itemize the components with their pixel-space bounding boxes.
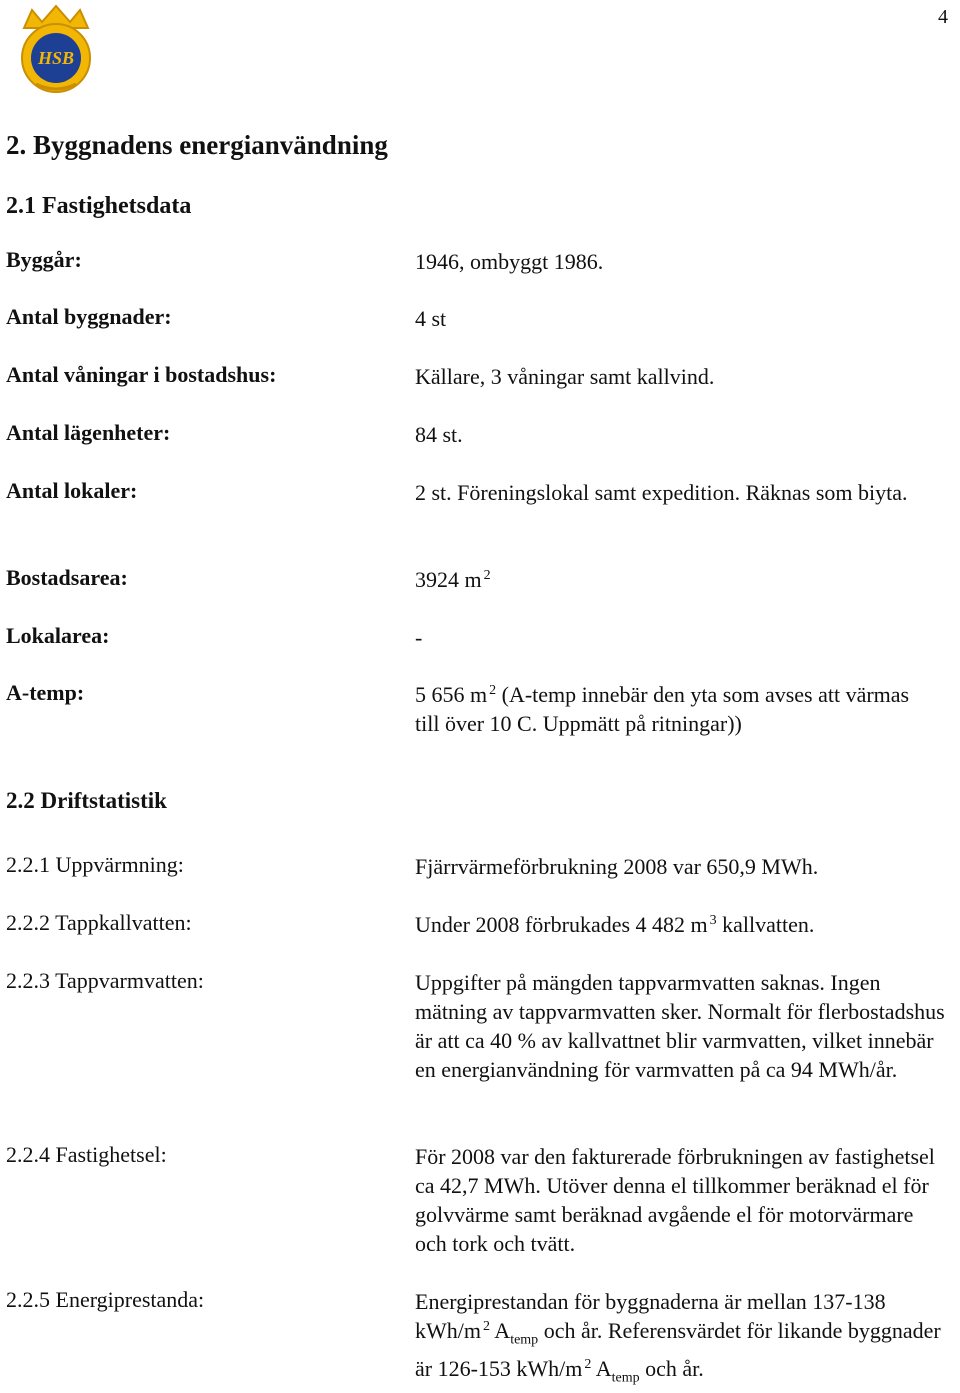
svg-text:HSB: HSB — [37, 48, 75, 68]
value-lokalarea: - — [415, 625, 423, 650]
section-title-driftstatistik: 2.2 Driftstatistik — [6, 788, 167, 813]
label-fastighetsel: 2.2.4 Fastighetsel: — [6, 1142, 167, 1167]
label-a-temp: A-temp: — [6, 680, 85, 705]
value-antal-lokaler: 2 st. Föreningslokal samt expedition. Räknas som biyta. — [415, 480, 908, 505]
label-antal-lokaler: Antal lokaler: — [6, 478, 138, 503]
value-a-temp: 5 656 m $^2$ (A-temp innebär den yta som avses att värmas till över 10 C. Uppmätt på ritningar)) — [415, 682, 910, 736]
label-lokalarea: Lokalarea: — [6, 623, 110, 648]
label-energiprestanda: 2.2.5 Energiprestanda: — [6, 1287, 205, 1312]
value-byggar: 1946, ombyggt 1986. — [415, 249, 604, 274]
value-tappvarmvatten: Uppgifter på mängden tappvarmvatten saknas. Ingen mätning av tappvarmvatten sker. Normalt för flerbostadshus är att ca 40 % av kallvattnet blir varmvatten, vilket innebär en energianvändning för varmvatten på ca 94 MWh/år. — [415, 970, 945, 1082]
hsb-logo — [6, 4, 106, 96]
value-uppvarmning: Fjärrvärmeförbrukning 2008 var 650,9 MWh. — [415, 854, 819, 879]
value-antal-byggnader: 4 st — [415, 306, 447, 331]
label-tappkallvatten: 2.2.2 Tappkallvatten: — [6, 910, 192, 935]
label-antal-lagenheter: Antal lägenheter: — [6, 420, 171, 445]
page-title: 2. Byggnadens energianvändning — [6, 130, 388, 160]
value-tappkallvatten: Under 2008 förbrukades 4 482 m $^3$ kallvatten. — [415, 912, 815, 937]
label-antal-byggnader: Antal byggnader: — [6, 304, 172, 329]
label-bostadsarea: Bostadsarea: — [6, 565, 128, 590]
section-title-fastighetsdata: 2.1 Fastighetsdata — [6, 193, 192, 219]
value-fastighetsel: För 2008 var den fakturerade förbrukningen av fastighetsel ca 42,7 MWh. Utöver denna el tillkommer beräknad el för golvvärme samt beräknad avgående el för motorvärmare och tork och tvätt. — [415, 1144, 935, 1256]
label-uppvarmning: 2.2.1 Uppvärmning: — [6, 852, 184, 877]
value-energiprestanda: Energiprestandan för byggnaderna är mellan 137-138 kWh/m $^2$ $A_{temp}$ och år. Referensvärdet för likande byggnader är 126-153 kWh/m $^2$ $A_{temp}$ och år. — [415, 1289, 941, 1386]
label-tappvarmvatten: 2.2.3 Tappvarmvatten: — [6, 968, 204, 993]
page-number: 4 — [938, 6, 948, 28]
label-antal-vaningar: Antal våningar i bostadshus: — [6, 362, 277, 387]
value-bostadsarea: 3924 m $^2$ — [415, 567, 491, 592]
value-antal-vaningar: Källare, 3 våningar samt kallvind. — [415, 364, 715, 389]
value-antal-lagenheter: 84 st. — [415, 422, 463, 447]
label-byggar: Byggår: — [6, 247, 82, 272]
